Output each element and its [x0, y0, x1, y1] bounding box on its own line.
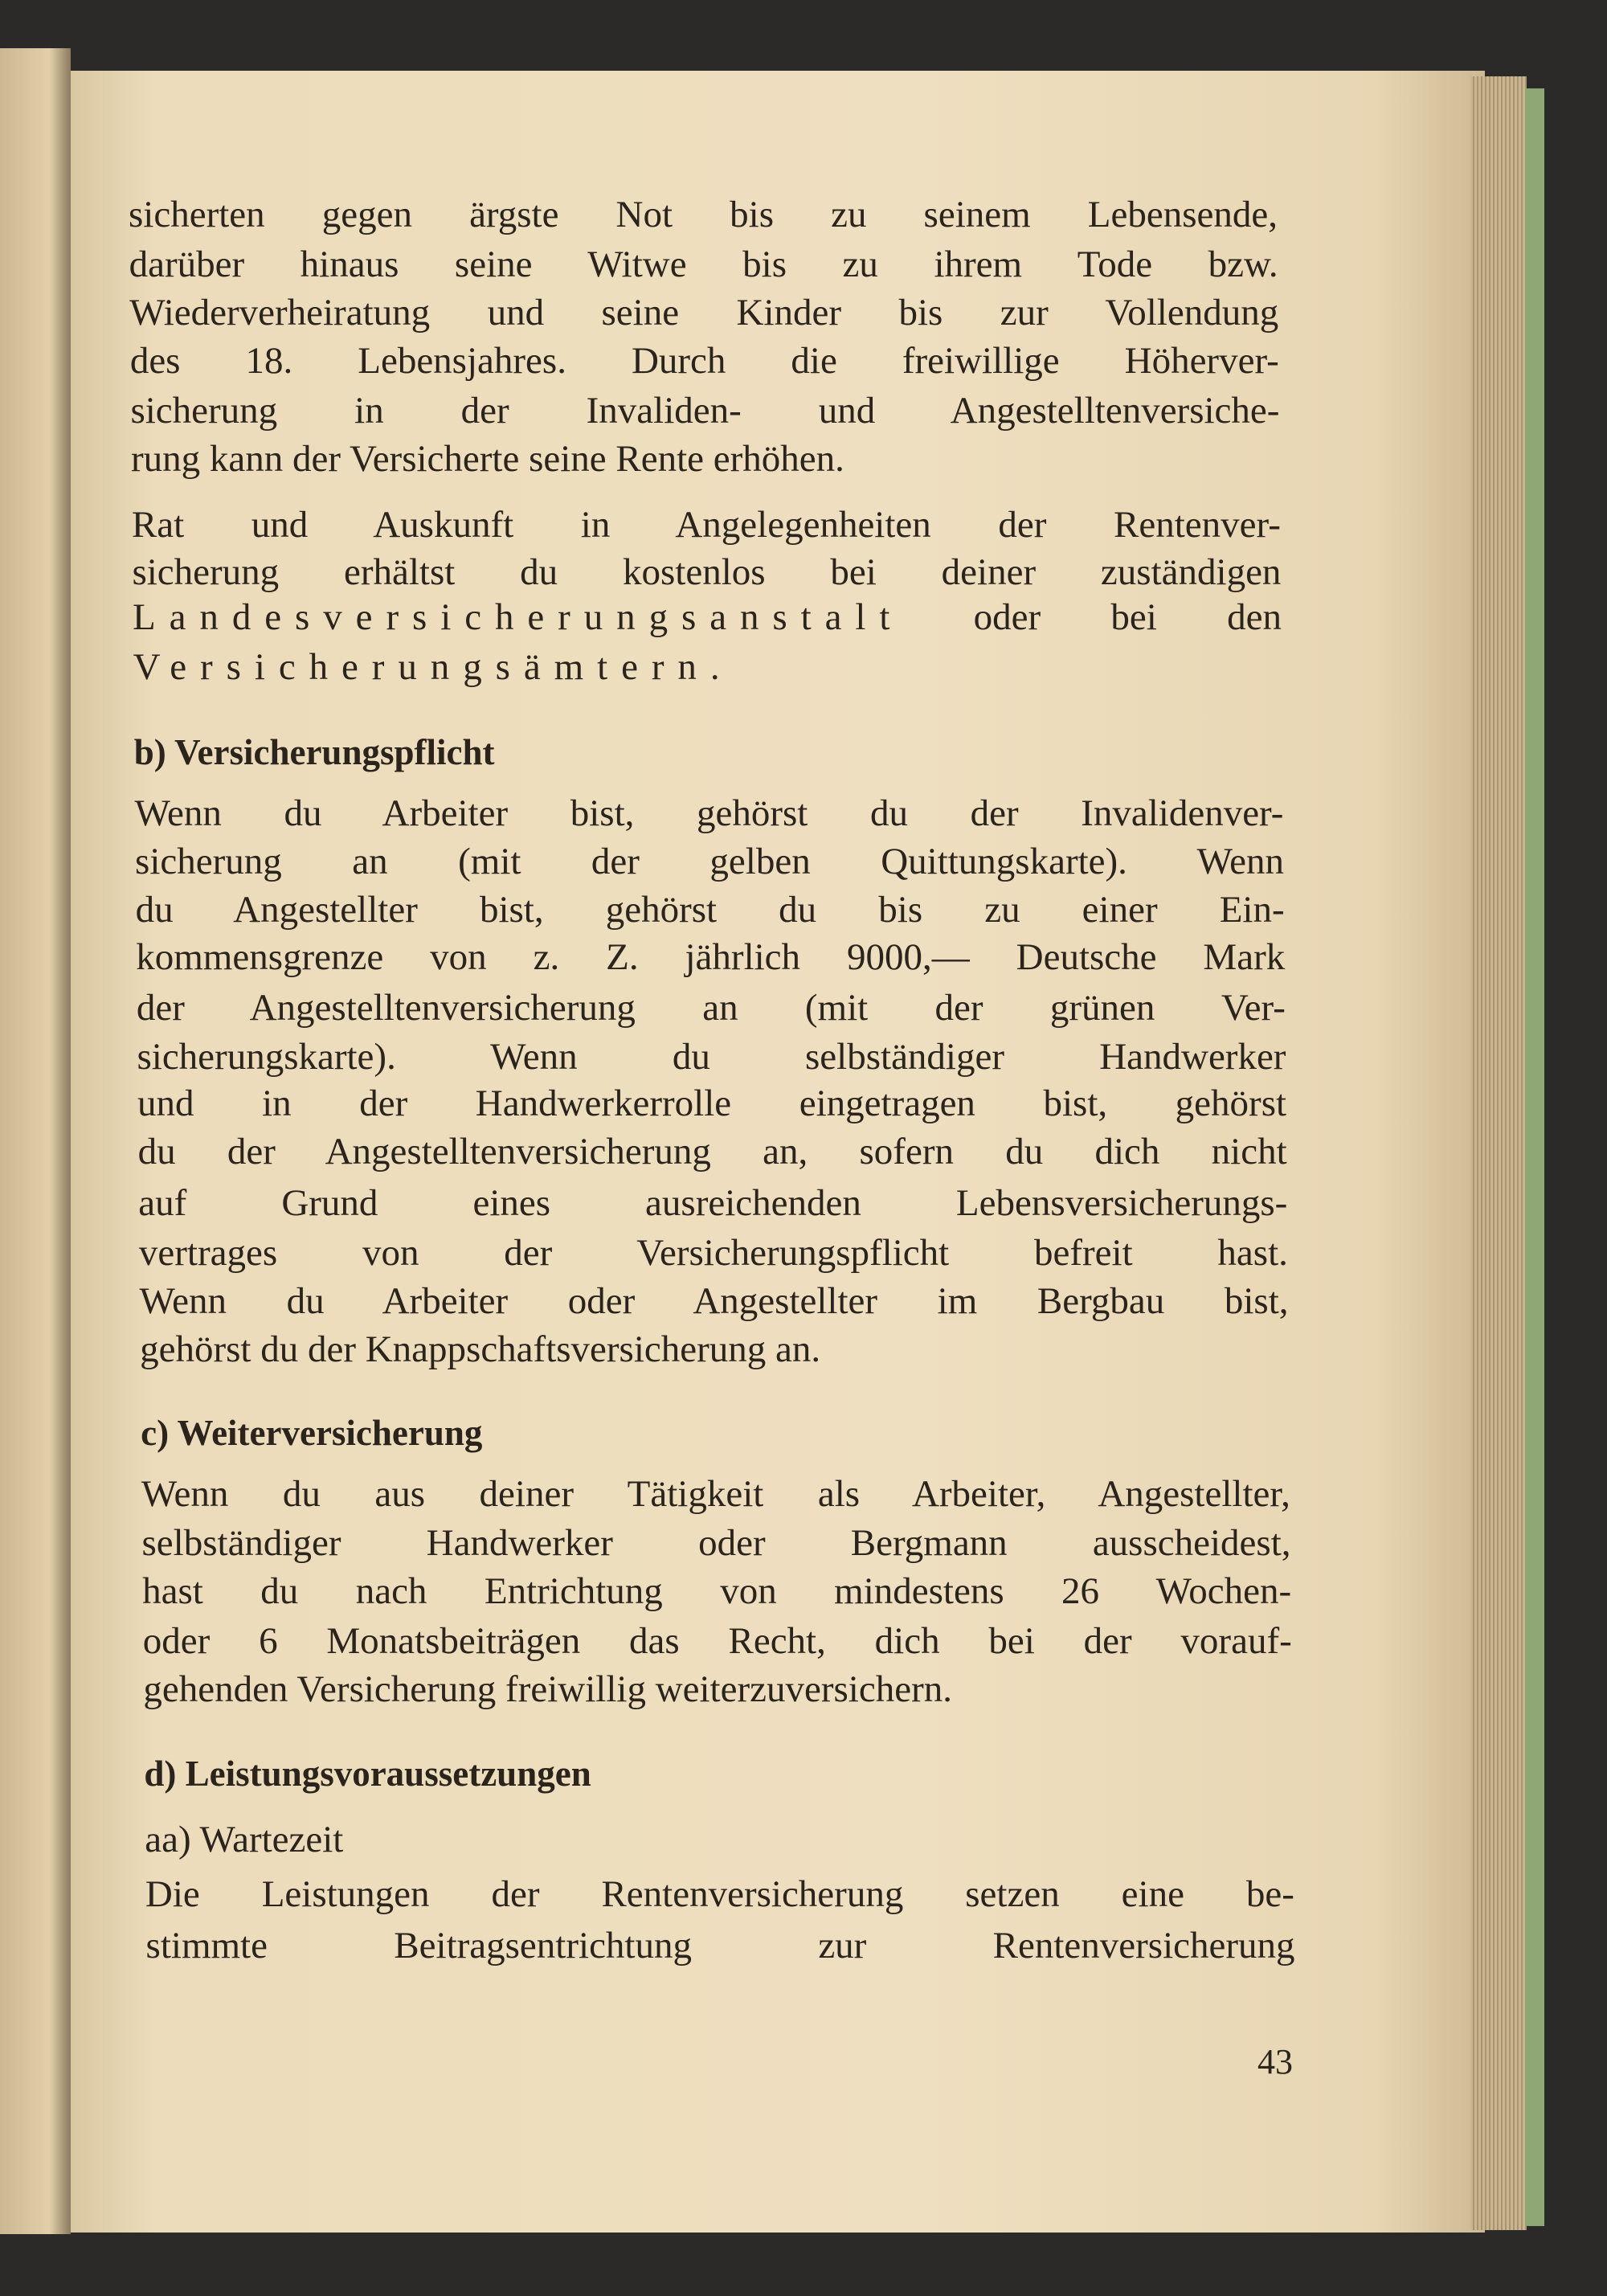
text-line: sicherung in der Invaliden- und Angestelltenversiche- — [130, 390, 1280, 432]
left-page-edge — [0, 48, 71, 2234]
text-line: des 18. Lebensjahres. Durch die freiwillige Höherver- — [129, 340, 1279, 382]
text-line: stimmte Beitragsentrichtung zur Rentenversicherung — [145, 1925, 1295, 1967]
section-heading: d) Leistungsvoraussetzungen — [144, 1754, 591, 1794]
text-line: hast du nach Entrichtung von mindestens 26 Wochen- — [142, 1570, 1292, 1612]
text-line: du der Angestelltenversicherung an, sofern du dich nicht — [137, 1131, 1287, 1173]
spaced-term: Landesversicherungsanstalt — [133, 596, 904, 638]
text-line: oder 6 Monatsbeiträgen das Recht, dich bei der vorauf- — [142, 1620, 1292, 1662]
text-line: rung kann der Versicherte seine Rente erhöhen. — [131, 438, 844, 480]
subsection-heading: aa) Wartezeit — [145, 1819, 344, 1860]
section-heading: b) Versicherungspflicht — [133, 732, 495, 772]
text-line: vertrages von der Versicherungspflicht befreit hast. — [138, 1232, 1288, 1274]
text-line: Wenn du aus deiner Tätigkeit als Arbeiter, Angestellter, — [141, 1473, 1290, 1515]
text-line: darüber hinaus seine Witwe bis zu ihrem Tode bzw. — [129, 244, 1278, 285]
text-line: Die Leistungen der Rentenversicherung setzen eine be- — [145, 1873, 1294, 1915]
text-line: gehörst du der Knappschaftsversicherung an. — [140, 1328, 821, 1370]
cover-edge — [1525, 88, 1544, 2226]
text-line: der Angestelltenversicherung an (mit der grünen Ver- — [136, 987, 1286, 1029]
text-line: du Angestellter bist, gehörst du bis zu einer Ein- — [135, 889, 1285, 931]
page-number: 43 — [1257, 2042, 1293, 2081]
spaced-term: Versicherungsämtern — [133, 646, 710, 688]
text-line: sicherung an (mit der gelben Quittungskarte). Wenn — [135, 841, 1285, 882]
section-heading: c) Weiterversicherung — [141, 1413, 483, 1453]
text-fragment: oder bei den — [903, 596, 1282, 638]
text-line — [133, 643, 1282, 691]
text-line: selbständiger Handwerker oder Bergmann ausscheidest, — [141, 1522, 1291, 1564]
text-line: Wenn du Arbeiter oder Angestellter im Bergbau bist, — [139, 1280, 1289, 1322]
text-line — [133, 593, 1282, 641]
text-line: Wenn du Arbeiter bist, gehörst du der Invalidenver- — [134, 792, 1284, 834]
text-fragment: . — [709, 646, 720, 688]
text-line: gehenden Versicherung freiwillig weiterzuversichern. — [143, 1668, 952, 1710]
text-line: auf Grund eines ausreichenden Lebensversicherungs- — [138, 1182, 1288, 1224]
page-stack-edge — [1470, 76, 1527, 2230]
text-line: Wiederverheiratung und seine Kinder bis zur Vollendung — [129, 292, 1279, 334]
text-line: und in der Handwerkerrolle eingetragen bist, gehörst — [137, 1083, 1287, 1124]
text-line: kommensgrenze von z. Z. jährlich 9000,— Deutsche Mark — [136, 936, 1286, 978]
text-line: sicherten gegen ärgste Not bis zu seinem Lebensende, — [129, 194, 1278, 235]
text-line: sicherungskarte). Wenn du selbständiger Handwerker — [137, 1036, 1286, 1078]
text-line: Rat und Auskunft in Angelegenheiten der Rentenver- — [131, 504, 1281, 546]
text-line: sicherung erhältst du kostenlos bei deiner zuständigen — [132, 551, 1282, 593]
